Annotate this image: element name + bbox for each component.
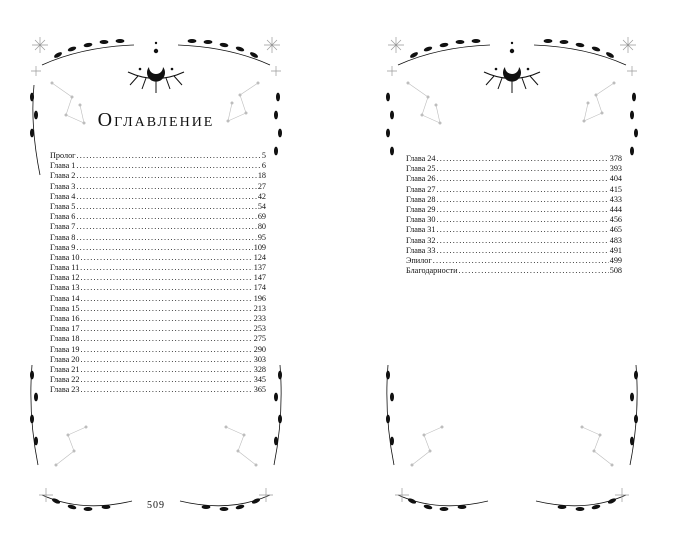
toc-dot-leader	[77, 151, 261, 161]
toc-dot-leader	[436, 174, 608, 184]
toc-entry	[406, 195, 622, 205]
toc-entry-page: 345	[253, 375, 266, 385]
toc-entry-label: Глава 26	[406, 174, 436, 184]
toc-entry-page: 456	[609, 215, 622, 225]
toc-entry-page: 290	[253, 344, 266, 354]
left-page	[22, 25, 290, 520]
toc-dot-leader	[76, 192, 256, 202]
toc-list-left	[50, 151, 266, 396]
toc-dot-leader	[76, 182, 256, 192]
toc-dot-leader	[80, 304, 252, 314]
toc-entry-label: Глава 13	[50, 283, 80, 293]
toc-entry	[50, 314, 266, 324]
toc-entry-page: 147	[253, 273, 266, 283]
toc-entry-label: Глава 15	[50, 303, 80, 313]
toc-entry-label: Эпилог	[406, 255, 432, 265]
toc-entry-page: 124	[253, 252, 266, 262]
toc-entry-label: Глава 6	[50, 212, 76, 222]
toc-entry	[50, 355, 266, 365]
toc-entry	[50, 263, 266, 273]
toc-entry-page: 393	[609, 164, 622, 174]
page-title: Оглавление	[97, 109, 215, 131]
toc-entry-page: 508	[609, 266, 622, 276]
toc-entry	[50, 202, 266, 212]
toc-dot-leader	[436, 246, 608, 256]
toc-dot-leader	[436, 164, 608, 174]
toc-entry	[50, 324, 266, 334]
toc-entry-page: 328	[253, 364, 266, 374]
toc-dot-leader	[436, 225, 608, 235]
toc-entry-page: 109	[253, 242, 266, 252]
toc-dot-leader	[436, 236, 608, 246]
crescent-moon-sun-icon	[484, 42, 540, 93]
toc-entry-label: Глава 27	[406, 184, 436, 194]
toc-entry-label: Глава 16	[50, 314, 80, 323]
right-page	[378, 25, 646, 520]
toc-entry	[50, 182, 266, 192]
toc-entry-label: Глава 12	[50, 273, 80, 283]
toc-entry	[50, 161, 266, 171]
toc-dot-leader	[80, 355, 252, 365]
toc-entry-label: Глава 29	[406, 204, 436, 214]
toc-entry	[50, 294, 266, 304]
toc-entry	[406, 215, 622, 225]
toc-entry-page: 6	[261, 161, 266, 171]
toc-entry-page: 483	[609, 235, 622, 245]
toc-dot-leader	[80, 365, 252, 375]
toc-entry	[406, 154, 622, 164]
toc-entry-label: Глава 1	[50, 161, 76, 171]
toc-entry-page: 433	[609, 194, 622, 204]
page-number: 509	[147, 500, 165, 511]
toc-dot-leader	[80, 314, 252, 324]
toc-entry-page: 404	[609, 174, 622, 184]
toc-entry-page: 365	[253, 385, 266, 395]
toc-entry-page: 303	[253, 354, 266, 364]
toc-dot-leader	[80, 253, 252, 263]
toc-entry-label: Глава 22	[50, 375, 80, 385]
toc-dot-leader	[436, 154, 608, 164]
toc-dot-leader	[436, 185, 608, 195]
toc-entry-page: 54	[257, 201, 266, 211]
toc-entry-page: 378	[609, 154, 622, 163]
toc-entry-label: Глава 10	[50, 252, 80, 262]
toc-entry-label: Глава 2	[50, 171, 76, 181]
toc-dot-leader	[80, 283, 252, 293]
toc-entry-label: Глава 32	[406, 235, 436, 245]
toc-entry	[50, 273, 266, 283]
toc-entry-label: Глава 31	[406, 225, 436, 235]
toc-entry-page: 42	[257, 191, 266, 201]
toc-entry-page: 137	[253, 263, 266, 273]
toc-entry	[50, 222, 266, 232]
toc-entry-page: 80	[257, 222, 266, 232]
toc-entry	[50, 375, 266, 385]
toc-entry-label: Глава 21	[50, 364, 80, 374]
toc-entry-page: 253	[253, 324, 266, 334]
toc-entry	[50, 345, 266, 355]
toc-dot-leader	[80, 334, 252, 344]
toc-entry-label: Глава 23	[50, 385, 80, 395]
toc-entry	[50, 334, 266, 344]
toc-entry-page: 95	[257, 232, 266, 242]
toc-dot-leader	[80, 385, 252, 395]
toc-dot-leader	[80, 294, 252, 304]
toc-entry	[406, 164, 622, 174]
toc-dot-leader	[459, 266, 609, 276]
toc-entry-label: Глава 9	[50, 242, 76, 252]
toc-entry-page: 465	[609, 225, 622, 235]
toc-dot-leader	[80, 345, 252, 355]
toc-entry	[50, 253, 266, 263]
toc-entry-label: Глава 7	[50, 222, 76, 232]
toc-dot-leader	[433, 256, 609, 266]
toc-entry-label: Глава 19	[50, 344, 80, 354]
toc-entry-label: Глава 25	[406, 164, 436, 174]
toc-entry-label: Глава 14	[50, 293, 80, 303]
toc-entry-label: Глава 8	[50, 232, 76, 242]
toc-entry-label: Глава 17	[50, 324, 80, 334]
toc-dot-leader	[76, 202, 256, 212]
toc-dot-leader	[76, 222, 256, 232]
toc-dot-leader	[80, 324, 252, 334]
toc-entry	[50, 212, 266, 222]
toc-entry	[406, 205, 622, 215]
toc-entry-page: 415	[609, 184, 622, 194]
toc-entry	[50, 365, 266, 375]
toc-dot-leader	[80, 273, 252, 283]
toc-entry-page: 233	[253, 314, 266, 323]
toc-entry-label: Глава 18	[50, 334, 80, 344]
toc-dot-leader	[80, 375, 252, 385]
toc-entry	[406, 225, 622, 235]
toc-entry-page: 27	[257, 181, 266, 191]
toc-entry-label: Глава 24	[406, 154, 436, 163]
toc-entry	[406, 256, 622, 266]
toc-dot-leader	[436, 195, 608, 205]
toc-entry-label: Глава 30	[406, 215, 436, 225]
toc-dot-leader	[80, 263, 253, 273]
toc-entry-label: Глава 4	[50, 191, 76, 201]
toc-dot-leader	[436, 205, 608, 215]
toc-entry-page: 444	[609, 204, 622, 214]
toc-entry-page: 18	[257, 171, 266, 181]
toc-dot-leader	[76, 171, 256, 181]
toc-dot-leader	[76, 212, 256, 222]
toc-entry	[50, 304, 266, 314]
toc-entry-page: 69	[257, 212, 266, 222]
toc-dot-leader	[76, 161, 261, 171]
toc-dot-leader	[76, 233, 256, 243]
toc-entry-label: Глава 11	[50, 263, 80, 273]
toc-entry	[50, 233, 266, 243]
toc-entry-page: 196	[253, 293, 266, 303]
toc-entry	[50, 151, 266, 161]
toc-entry-page: 174	[253, 283, 266, 293]
toc-entry	[406, 266, 622, 276]
toc-entry-page: 499	[609, 255, 622, 265]
toc-dot-leader	[76, 243, 252, 253]
toc-entry	[406, 174, 622, 184]
toc-entry	[406, 236, 622, 246]
toc-entry	[50, 171, 266, 181]
toc-entry-page: 213	[253, 303, 266, 313]
toc-entry-label: Глава 28	[406, 194, 436, 204]
toc-entry-label: Пролог	[50, 151, 76, 160]
toc-entry-label: Глава 33	[406, 245, 436, 255]
toc-entry-label: Глава 20	[50, 354, 80, 364]
toc-entry-page: 275	[253, 334, 266, 344]
toc-entry-page: 5	[261, 151, 266, 160]
crescent-moon-sun-icon	[128, 42, 184, 93]
toc-entry	[50, 192, 266, 202]
toc-entry-label: Глава 5	[50, 201, 76, 211]
toc-entry-label: Глава 3	[50, 181, 76, 191]
toc-dot-leader	[436, 215, 608, 225]
toc-entry-page: 491	[609, 245, 622, 255]
toc-entry	[50, 385, 266, 395]
toc-entry	[50, 283, 266, 293]
toc-list-right	[406, 154, 622, 276]
toc-entry-label: Благодарности	[406, 266, 458, 276]
toc-entry	[406, 185, 622, 195]
toc-entry	[406, 246, 622, 256]
toc-entry	[50, 243, 266, 253]
